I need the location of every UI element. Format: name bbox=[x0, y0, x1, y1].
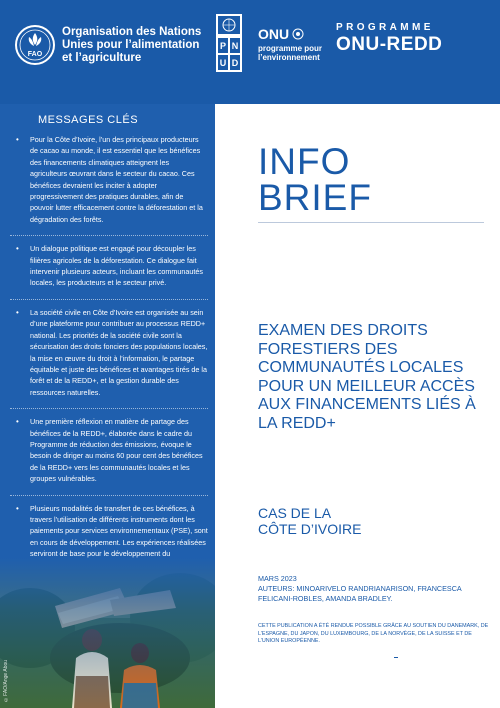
unep-subtitle: programme pour l’environnement bbox=[258, 44, 323, 62]
fao-logo-icon bbox=[14, 24, 56, 66]
key-messages-title: MESSAGES CLÉS bbox=[38, 114, 139, 126]
redd-programme-label: PROGRAMME bbox=[336, 22, 434, 33]
undp-letter: P bbox=[218, 38, 228, 53]
key-messages-list bbox=[10, 134, 208, 604]
photo-credit: ©FAO/Ange Abou bbox=[3, 660, 9, 702]
key-message-item: • Pour la Côte d’Ivoire, l’un des principaux producteurs de cacao au monde, il est essentiel que les bénéfices des financements climatiques atteignent les agriculteurs œuvrant dans le secteur du cacao. Ces bénéfices devraient les inciter à adopter progressivement des pratiques durables, afin de pouvoir lutter efficacement contre la déforestation et la dégradation des forêts. bbox=[10, 134, 208, 225]
key-message-item: • La société civile en Côte d’Ivoire est organisée au sein d’une plateforme pour contribuer au processus REDD+ national. Les priorités de la société civile sont la sécurisation des droits fonciers des populations locales, la mise en œuvre du droit à l’information, le partage équitable et juste des bénéfices et avantages tirés de la forêt et de la REDD+, et la gestion durable des ressources naturelles. bbox=[10, 299, 208, 398]
undp-letter: U bbox=[218, 55, 228, 70]
key-message-item: • Plusieurs modalités de transfert de ces bénéfices, à travers l’utilisation de différents instruments dont les paiements pour services environnementaux (PSE), sont en cours de développement. Les expériences réalisées serviront de base pour le développement du bbox=[10, 495, 208, 594]
authors: AUTEURS: MINOARIVELO RANDRIANARISON, FRANCESCA FELICANI-ROBLES, AMANDA BRADLEY. bbox=[258, 584, 462, 603]
document-title: EXAMEN DES DROITS FORESTIERS DES COMMUNAUTÉS LOCALES POUR UN MEILLEUR ACCÈS AUX FINANCEMENTS LIÉS À LA REDD+ bbox=[258, 322, 476, 432]
divider bbox=[258, 222, 484, 223]
un-redd-logo bbox=[336, 22, 486, 56]
undp-letter: N bbox=[230, 38, 240, 53]
unep-title: ONU bbox=[258, 26, 290, 42]
info-brief-line: INFO bbox=[258, 141, 351, 182]
document-subtitle bbox=[258, 505, 488, 537]
subtitle-line: CAS DE LA bbox=[258, 505, 332, 521]
redd-programme-name: ONU-REDD bbox=[336, 34, 443, 55]
svg-text:FAO: FAO bbox=[27, 51, 43, 58]
key-message-item: • Un dialogue politique est engagé pour découpler les filières agricoles de la déforestation. Ce dialogue fait intervenir plusieurs acteurs, incluant les communautés locales, les producteurs et le secteur privé. bbox=[10, 235, 208, 289]
publication-meta bbox=[258, 574, 488, 604]
key-message-item: • Une première réflexion en matière de partage des bénéfices de la REDD+, élaborée dans le cadre du Programme de réduction des émissions, évoque le besoin de diriger au moins 60 pour cent des bénéfices de la REDD+ vers les communautés locales et les groupes vulnérables. bbox=[10, 408, 208, 484]
subtitle-line: CÔTE D’IVOIRE bbox=[258, 521, 362, 537]
un-emblem-icon bbox=[292, 28, 304, 40]
info-brief-line: BRIEF bbox=[258, 177, 372, 218]
unep-logo bbox=[258, 26, 338, 62]
decorative-mark bbox=[394, 657, 398, 658]
publication-date: MARS 2023 bbox=[258, 574, 297, 583]
farmers-photo bbox=[0, 558, 215, 708]
info-brief-heading bbox=[258, 141, 372, 218]
fao-name: Organisation des Nations Unies pour l’alimentation et l’agriculture bbox=[62, 26, 202, 64]
header-banner bbox=[0, 0, 500, 104]
undp-logo bbox=[216, 14, 242, 72]
undp-letter: D bbox=[230, 55, 240, 70]
un-emblem-icon bbox=[216, 14, 242, 36]
funding-note: CETTE PUBLICATION A ÉTÉ RENDUE POSSIBLE GRÂCE AU SOUTIEN DU DANEMARK, DE L’ESPAGNE, DU JAPON, DU LUXEMBOURG, DE LA NORVÈGE, DE LA SUISSE ET DE L’UNION EUROPÉENNE. bbox=[258, 623, 489, 644]
key-messages-panel bbox=[0, 104, 215, 708]
